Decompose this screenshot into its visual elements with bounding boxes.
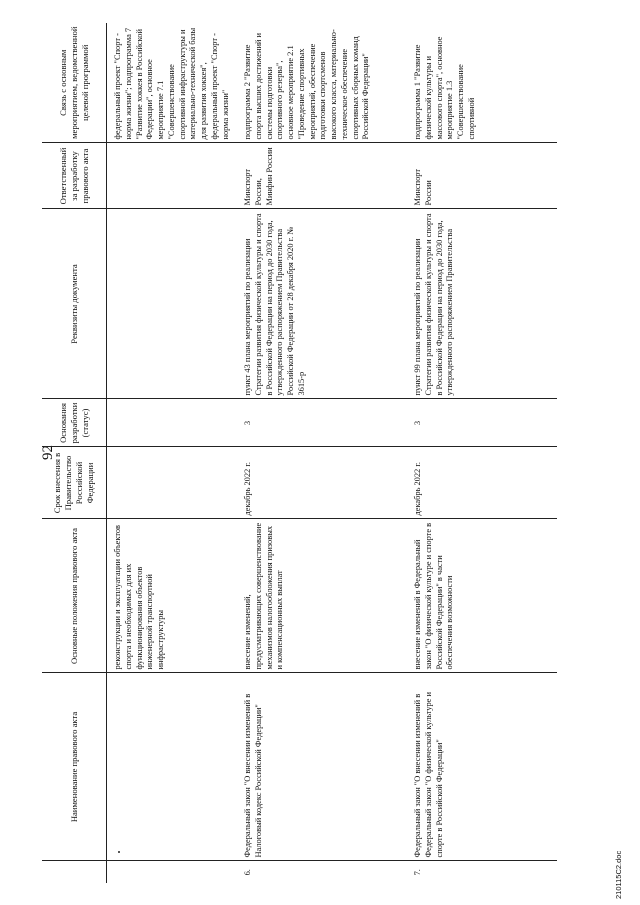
term-cell: декабрь 2022 г. — [237, 447, 407, 519]
basis-cell: 3 — [407, 399, 557, 447]
link-cell: подпрограмма 2 "Развитие спорта высших достижений и системы подготовки спортивного резерва", основное мероприятие 2.1 "Проведение спортивных мероприятий, обеспечение подготовки спортсменов высокого класса, материально-техническое обеспечение спортивных сборных команд Российской Федерации" — [237, 23, 407, 143]
requisites-cell — [107, 209, 238, 399]
scan-speck — [118, 852, 120, 854]
header-provisions: Основные положения правового акта — [42, 519, 107, 673]
header-requisites: Реквизиты документа — [42, 209, 107, 399]
legal-acts-table — [42, 23, 557, 883]
basis-cell: 3 — [237, 399, 407, 447]
provisions-cell: внесение изменений, предусматривающих совершенствование механизмов налогообложения призовых и компенсационных выплат — [237, 519, 407, 673]
act-name-cell: Федеральный закон "О внесении изменений в Федеральный закон "О физической культуре и спорте в Российской Федерации" — [407, 673, 557, 861]
row-number: 7. — [407, 861, 557, 883]
page-number: 92 — [40, 445, 56, 460]
table-row — [107, 23, 238, 883]
table-row — [407, 23, 557, 883]
term-cell: декабрь 2022 г. — [407, 447, 557, 519]
term-cell — [107, 447, 238, 519]
provisions-cell: реконструкции и эксплуатации объектов спорта и необходимых для их функционирования объектов инженерной транспортной инфраструктуры — [107, 519, 238, 673]
basis-cell — [107, 399, 238, 447]
responsible-cell: Минспорт России — [407, 143, 557, 209]
header-number — [42, 861, 107, 883]
provisions-cell: внесение изменений в Федеральный закон "О физической культуре и спорте в Российской Федерации" в части обеспечения возможности — [407, 519, 557, 673]
row-number — [107, 861, 238, 883]
table-header-row — [42, 23, 107, 883]
requisites-cell: пункт 43 плана мероприятий по реализации Стратегии развития физической культуры и спорта в Российской Федерации на период до 2030 года, утвержденного распоряжением Правительства Российской Федерации от 28 декабря 2020 г. № 3615-р — [237, 209, 407, 399]
act-name-cell — [107, 673, 238, 861]
header-act-name: Наименование правового акта — [42, 673, 107, 861]
act-name-cell: Федеральный закон "О внесении изменений в Налоговый кодекс Российской Федерации" — [237, 673, 407, 861]
table-row — [237, 23, 407, 883]
header-link: Связь с основным мероприятием, ведомственной целевой программой — [42, 23, 107, 143]
header-responsible: Ответственный за разработку правового акта — [42, 143, 107, 209]
link-cell: федеральный проект "Спорт - норма жизни"; подпрограмма 7 "Развитие хоккея в Российской Федерации", основное мероприятие 7.1 "Совершенствование спортивной инфраструктуры и материально-технической базы для развития хоккея", федеральный проект "Спорт - норма жизни" — [107, 23, 238, 143]
link-cell: подпрограмма 1 "Развитие физической культуры и массового спорта", основное мероприятие 1.3 "Совершенствование спортивной — [407, 23, 557, 143]
responsible-cell — [107, 143, 238, 209]
header-basis: Основания разработки (статус) — [42, 399, 107, 447]
responsible-cell: Минспорт России, Минфин России — [237, 143, 407, 209]
row-number: 6. — [237, 861, 407, 883]
document-file-code: 210115C2.doc — [614, 850, 623, 899]
requisites-cell: пункт 99 плана мероприятий по реализации Стратегии развития физической культуры и спорта в Российской Федерации на период до 2030 года, утвержденного распоряжением Правительства — [407, 209, 557, 399]
header-term: Срок внесения в Правительство Российской Федерации — [42, 447, 107, 519]
